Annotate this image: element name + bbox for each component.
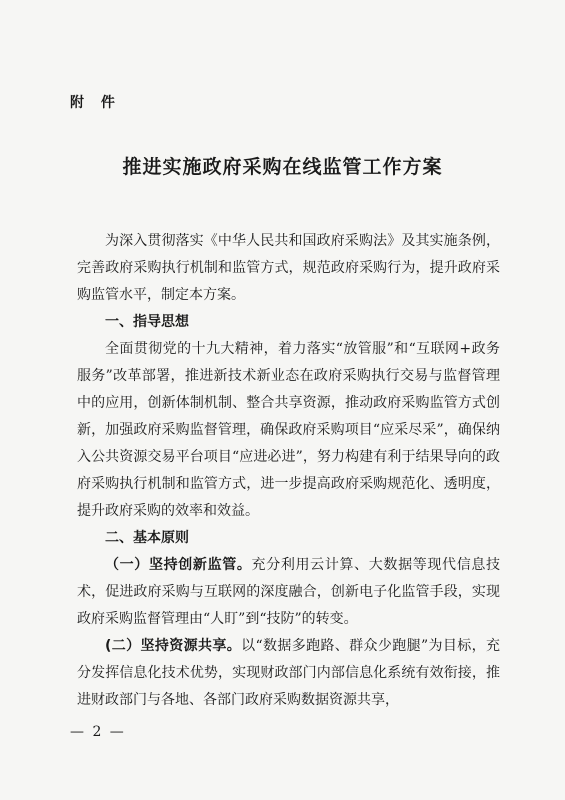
principle2-paragraph [77, 633, 500, 714]
principle2-text: 以“数据多跑路、群众少跑腿”为目标，充分发挥信息化技术优势，实现财政部门内部信息化系统有效衔接，推进财政部门与各地、各部门政府采购数据资源共享， [77, 638, 500, 708]
page-number: — 2 — [70, 724, 126, 740]
document-title: 推进实施政府采购在线监管工作方案 [122, 156, 443, 178]
attachment-label: 附 件 [70, 95, 121, 111]
principle2-lead: (二）坚持资源共享。 [105, 638, 242, 654]
intro-paragraph: 为深入贯彻落实《中华人民共和国政府采购法》及其实施条例，完善政府采购执行机制和监管方式，规范政府采购行为，提升政府采购监管水平，制定本方案。 [77, 233, 500, 303]
principle1-text: 充分利用云计算、大数据等现代信息技术，促进政府采购与互联网的深度融合，创新电子化监管手段，实现政府采购监督管理由“人盯”到“技防”的转变。 [77, 557, 501, 627]
document-body [77, 228, 500, 714]
principle1-lead: （一）坚持创新监管。 [105, 557, 252, 573]
section2-heading: 二、基本原则 [105, 530, 189, 546]
section1-heading: 一、指导思想 [105, 314, 189, 330]
principle1-paragraph [77, 552, 500, 633]
section1-paragraph: 全面贯彻党的十九大精神，着力落实“放管服”和“互联网+政务服务”改革部署，推进新技术新业态在政府采购执行交易与监督管理中的应用，创新体制机制、整合共享资源，推动政府采购监管方式创新，加强政府采购监督管理，确保政府采购项目“应采尽采”，确保纳入公共资源交易平台项目“应进必进”，努力构建有利于结果导向的政府采购执行机制和监管方式，进一步提高政府采购规范化、透明度，提升政府采购的效率和效益。 [77, 341, 500, 519]
